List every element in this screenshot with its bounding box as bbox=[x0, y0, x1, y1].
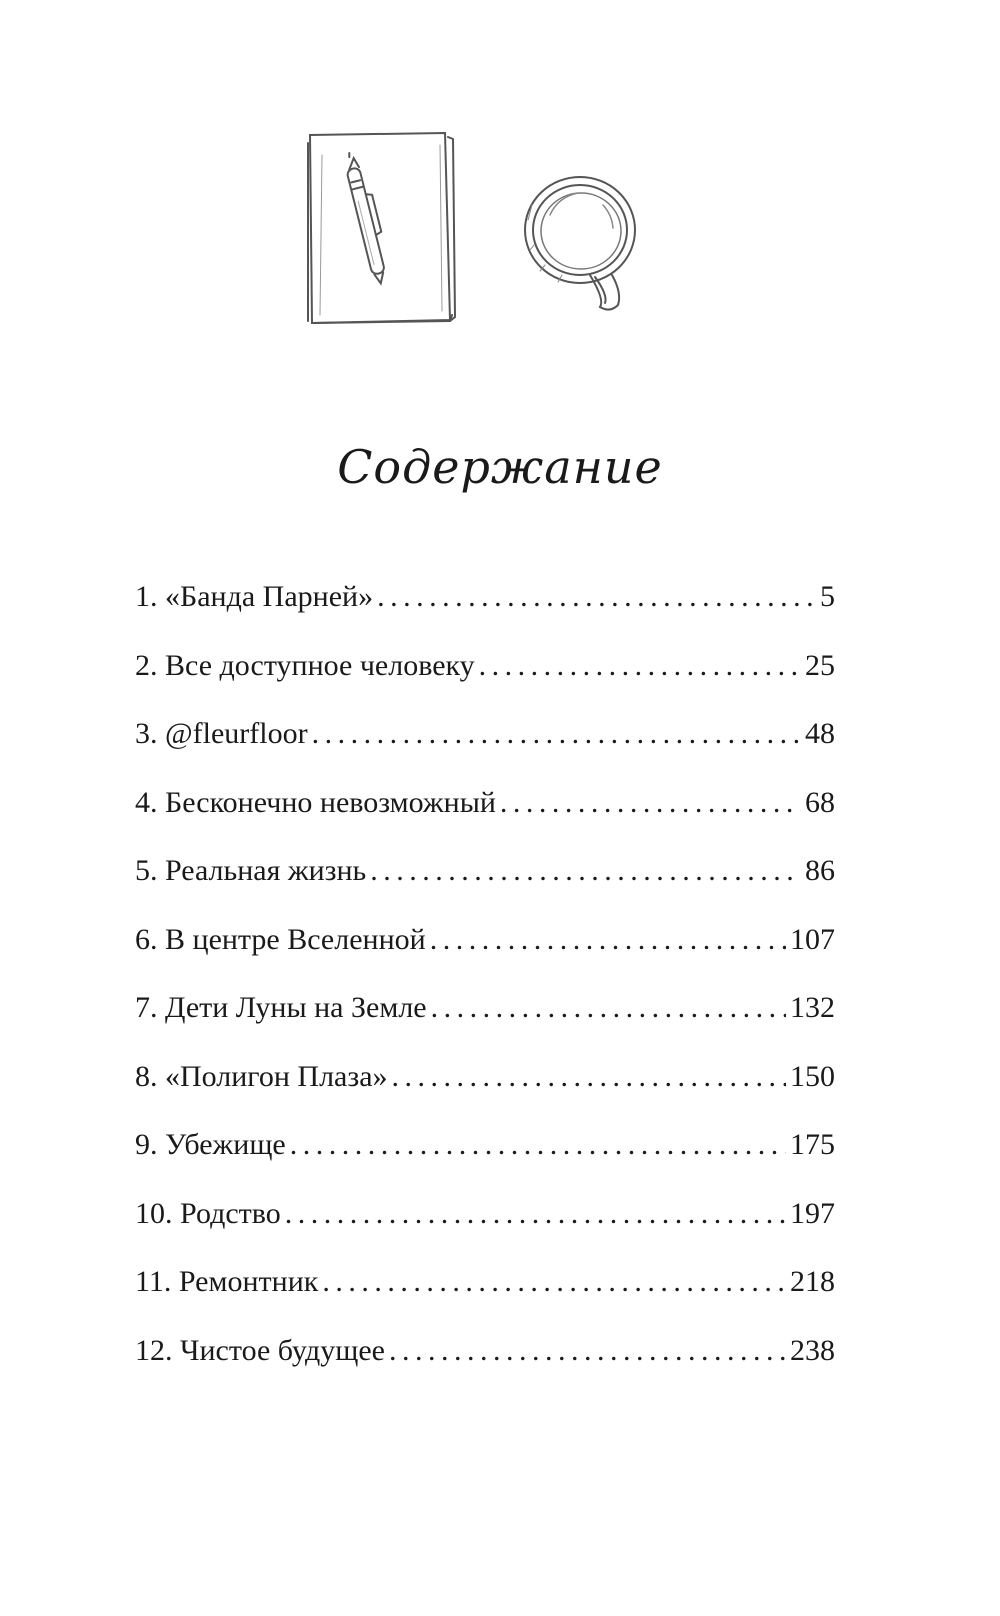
toc-entry-number: 12. bbox=[135, 1333, 173, 1367]
toc-entry-title: В центре Вселенной bbox=[165, 922, 426, 956]
notebook-and-cup-drawing bbox=[300, 125, 650, 355]
toc-entry-leader-dots bbox=[285, 1197, 786, 1231]
toc-entry-number: 5. bbox=[135, 854, 158, 887]
toc-entry-spacer bbox=[158, 717, 166, 751]
toc-entry-leader-dots bbox=[430, 923, 786, 957]
coffee-cup-icon bbox=[525, 177, 635, 310]
toc-entry-page-number: 197 bbox=[790, 1196, 835, 1230]
toc-entry-spacer bbox=[173, 1197, 181, 1231]
toc-entry-number: 2. bbox=[135, 648, 158, 682]
toc-entry bbox=[135, 1265, 835, 1334]
toc-entry-page-number: 25 bbox=[805, 648, 835, 682]
toc-entry-spacer bbox=[173, 1334, 181, 1368]
toc-entry-leader-dots bbox=[392, 1060, 786, 1094]
toc-entry bbox=[135, 717, 835, 786]
toc-entry-number: 3. bbox=[135, 717, 158, 750]
toc-entry-title: Чистое будущее bbox=[180, 1333, 385, 1367]
toc-entry-leader-dots bbox=[290, 1128, 786, 1162]
toc-entry-page-number: 175 bbox=[790, 1128, 835, 1161]
toc-entry-leader-dots bbox=[389, 1334, 786, 1368]
toc-entry-spacer bbox=[158, 1128, 166, 1162]
toc-entry-number: 4. bbox=[135, 785, 158, 819]
toc-entry bbox=[135, 649, 835, 718]
toc-entry-spacer bbox=[158, 923, 166, 957]
toc-entry bbox=[135, 1128, 835, 1197]
toc-entry-page-number: 86 bbox=[805, 854, 835, 887]
toc-entry-spacer bbox=[171, 1265, 179, 1299]
toc-entry-spacer bbox=[158, 1060, 166, 1094]
toc-entry-title: Дети Луны на Земле bbox=[165, 991, 427, 1024]
toc-entry bbox=[135, 580, 835, 649]
toc-entry-title: Бесконечно невозможный bbox=[165, 785, 496, 819]
toc-entry-page-number: 132 bbox=[790, 991, 835, 1024]
toc-entry-leader-dots bbox=[479, 649, 801, 683]
toc-entry-number: 10. bbox=[135, 1196, 173, 1230]
toc-entry-number: 6. bbox=[135, 922, 158, 956]
toc-entry bbox=[135, 854, 835, 923]
toc-entry-number: 7. bbox=[135, 991, 158, 1024]
toc-entry-number: 8. bbox=[135, 1059, 158, 1093]
toc-entry bbox=[135, 786, 835, 855]
toc-entry-title: «Полигон Плаза» bbox=[165, 1059, 388, 1093]
toc-entry bbox=[135, 1060, 835, 1129]
toc-entry-title: Родство bbox=[180, 1196, 281, 1230]
toc-entry-leader-dots bbox=[370, 854, 801, 888]
page-title: Содержание bbox=[337, 440, 663, 494]
toc-entry-leader-dots bbox=[322, 1265, 786, 1299]
toc-entry-title: Ремонтник bbox=[178, 1265, 319, 1298]
toc-entry-page-number: 68 bbox=[805, 785, 835, 819]
toc-entry-title: Реальная жизнь bbox=[165, 854, 367, 887]
toc-entry-spacer bbox=[158, 991, 166, 1025]
toc-entry-page-number: 48 bbox=[805, 717, 835, 750]
notebook-with-pen-icon bbox=[308, 133, 455, 323]
toc-entry-title: @fleurfloor bbox=[165, 717, 308, 750]
toc-entry-page-number: 5 bbox=[820, 580, 835, 613]
toc-entry-spacer bbox=[158, 649, 166, 683]
toc-entry bbox=[135, 1334, 835, 1403]
toc-entry-spacer bbox=[158, 580, 166, 614]
toc-entry bbox=[135, 1197, 835, 1266]
toc-entry-spacer bbox=[158, 854, 166, 888]
toc-entry-number: 11. bbox=[135, 1265, 172, 1298]
toc-entry-page-number: 107 bbox=[790, 922, 835, 956]
table-of-contents bbox=[135, 580, 835, 1402]
toc-entry-spacer bbox=[158, 786, 166, 820]
toc-entry-page-number: 150 bbox=[790, 1059, 835, 1093]
toc-entry-leader-dots bbox=[312, 717, 801, 751]
toc-entry-number: 9. bbox=[135, 1128, 158, 1161]
toc-entry-page-number: 238 bbox=[790, 1333, 835, 1367]
toc-entry-number: 1. bbox=[135, 580, 158, 613]
toc-entry-page-number: 218 bbox=[790, 1265, 835, 1298]
toc-entry-leader-dots bbox=[431, 991, 786, 1025]
toc-entry-title: Все доступное человеку bbox=[165, 648, 475, 682]
toc-entry-title: «Банда Парней» bbox=[165, 580, 374, 613]
illustration bbox=[300, 125, 650, 355]
toc-entry bbox=[135, 991, 835, 1060]
toc-entry-title: Убежище bbox=[165, 1128, 286, 1161]
toc-entry-leader-dots bbox=[377, 580, 816, 614]
toc-entry-leader-dots bbox=[500, 786, 801, 820]
toc-entry bbox=[135, 923, 835, 992]
